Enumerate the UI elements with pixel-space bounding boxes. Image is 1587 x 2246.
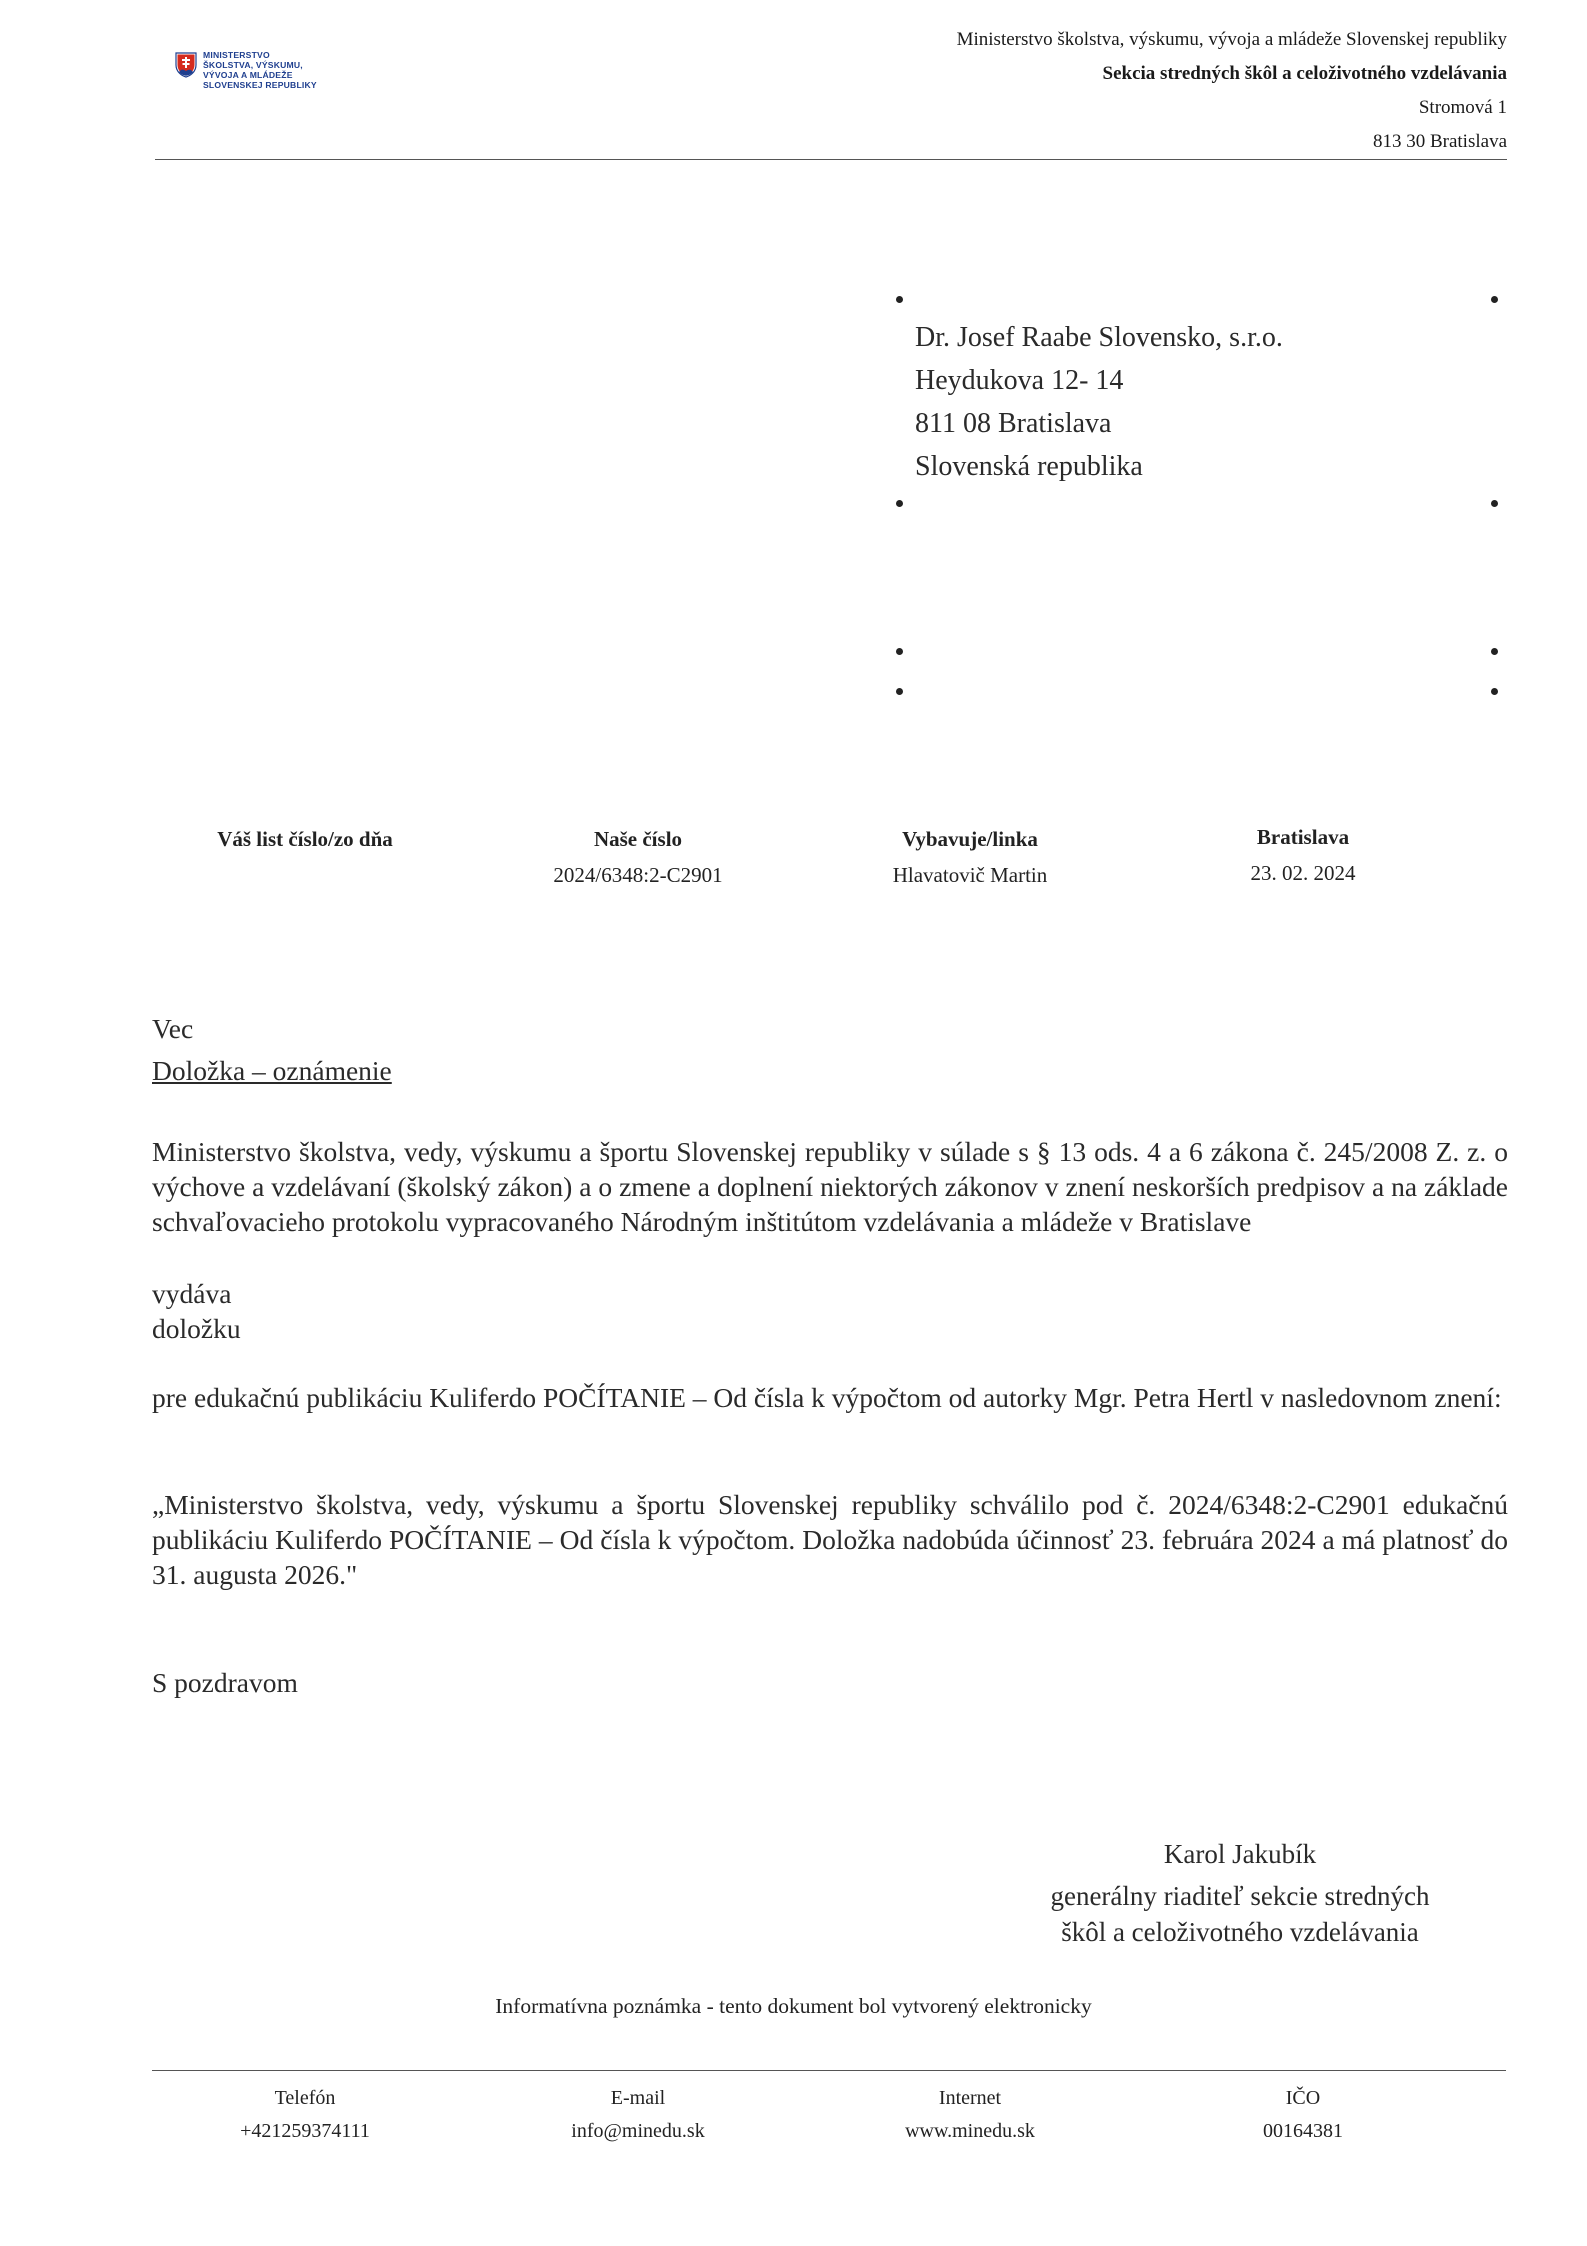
issues-word: vydáva <box>152 1278 232 1309</box>
signatory-title-line2: škôl a celoživotného vzdelávania <box>1061 1917 1419 1947</box>
footer-internet-value[interactable]: www.minedu.sk <box>905 2120 1035 2142</box>
footer-ico-value: 00164381 <box>1263 2120 1343 2142</box>
footer-phone-value: +421259374111 <box>240 2120 370 2142</box>
header-section-name: Sekcia stredných škôl a celoživotného vzdelávania <box>1102 63 1507 84</box>
recipient-city: 811 08 Bratislava <box>915 408 1112 439</box>
handled-by-value: Hlavatovič Martin <box>892 863 1048 887</box>
recipient-company: Dr. Josef Raabe Slovensko, s.r.o. <box>915 322 1283 353</box>
address-corner-mark <box>896 500 903 507</box>
signatory-name: Karol Jakubík <box>1163 1839 1317 1869</box>
recipient-street: Heydukova 12- 14 <box>915 365 1124 396</box>
electronic-document-note: Informatívna poznámka - tento dokument bol vytvorený elektronicky <box>495 1994 1092 2018</box>
subject-text: Doložka – oznámenie <box>152 1055 392 1086</box>
header-street: Stromová 1 <box>1418 97 1507 118</box>
header-divider <box>155 159 1507 160</box>
address-corner-mark <box>896 296 903 303</box>
logo-wordmark: MINISTERSTVO ŠKOLSTVA, VÝSKUMU, VÝVOJA A MLÁDEŽE SLOVENSKEJ REPUBLIKY <box>203 50 317 90</box>
intro-paragraph: Ministerstvo školstva, vedy, výskumu a športu Slovenskej republiky v súlade s § 13 ods. 4 a 6 zákona č. 245/2008 Z. z. o výchove a vzdelávaní (školský zákon) a o zmene a doplnení niektorých zákonov v znení neskorších predpisov a na základe schvaľovacieho protokolu vypracovaného Národným inštitútom vzdelávania a mládeže v Bratislave <box>152 1136 1508 1237</box>
ministry-logo <box>175 50 335 98</box>
footer-internet-label: Internet <box>938 2087 1002 2109</box>
address-corner-mark <box>1491 296 1498 303</box>
date-value: 23. 02. 2024 <box>1250 861 1356 885</box>
footer-email-value[interactable]: info@minedu.sk <box>571 2120 705 2142</box>
header-ministry-name: Ministerstvo školstva, výskumu, vývoja a mládeže Slovenskej republiky <box>956 29 1507 50</box>
header-city: 813 30 Bratislava <box>1372 131 1507 152</box>
place-label: Bratislava <box>1256 825 1350 849</box>
clause-word: doložku <box>152 1313 241 1344</box>
closing-greeting: S pozdravom <box>152 1667 298 1698</box>
publication-paragraph: pre edukačnú publikáciu Kuliferdo POČÍTANIE – Od čísla k výpočtom od autorky Mgr. Petra Hertl v nasledovnom znení: <box>152 1382 1502 1413</box>
handled-by-label: Vybavuje/linka <box>902 827 1038 851</box>
address-corner-mark <box>896 688 903 695</box>
address-corner-mark <box>1491 688 1498 695</box>
footer-email-label: E-mail <box>610 2087 666 2109</box>
footer-ico-label: IČO <box>1285 2087 1321 2109</box>
our-number-value: 2024/6348:2-C2901 <box>553 863 723 887</box>
address-corner-mark <box>1491 500 1498 507</box>
subject-line <box>152 1053 392 1088</box>
footer-phone-label: Telefón <box>274 2087 336 2109</box>
slovak-coat-of-arms-icon <box>175 52 197 78</box>
approval-quote: „Ministerstvo školstva, vedy, výskumu a športu Slovenskej republiky schválilo pod č. 2024/6348:2-C2901 edukačnú publikáciu Kuliferdo POČÍTANIE – Od čísla k výpočtom. Doložka nadobúda účinnosť 23. februára 2024 a má platnosť do 31. augusta 2026." <box>152 1489 1508 1590</box>
address-corner-mark <box>1491 648 1498 655</box>
footer-divider <box>152 2070 1506 2071</box>
recipient-country: Slovenská republika <box>915 451 1143 482</box>
your-letter-label: Váš list číslo/zo dňa <box>217 827 393 851</box>
our-number-label: Naše číslo <box>593 827 683 851</box>
address-corner-mark <box>896 648 903 655</box>
signatory-title-line1: generálny riaditeľ sekcie stredných <box>1050 1881 1430 1911</box>
subject-heading-label: Vec <box>152 1013 194 1044</box>
